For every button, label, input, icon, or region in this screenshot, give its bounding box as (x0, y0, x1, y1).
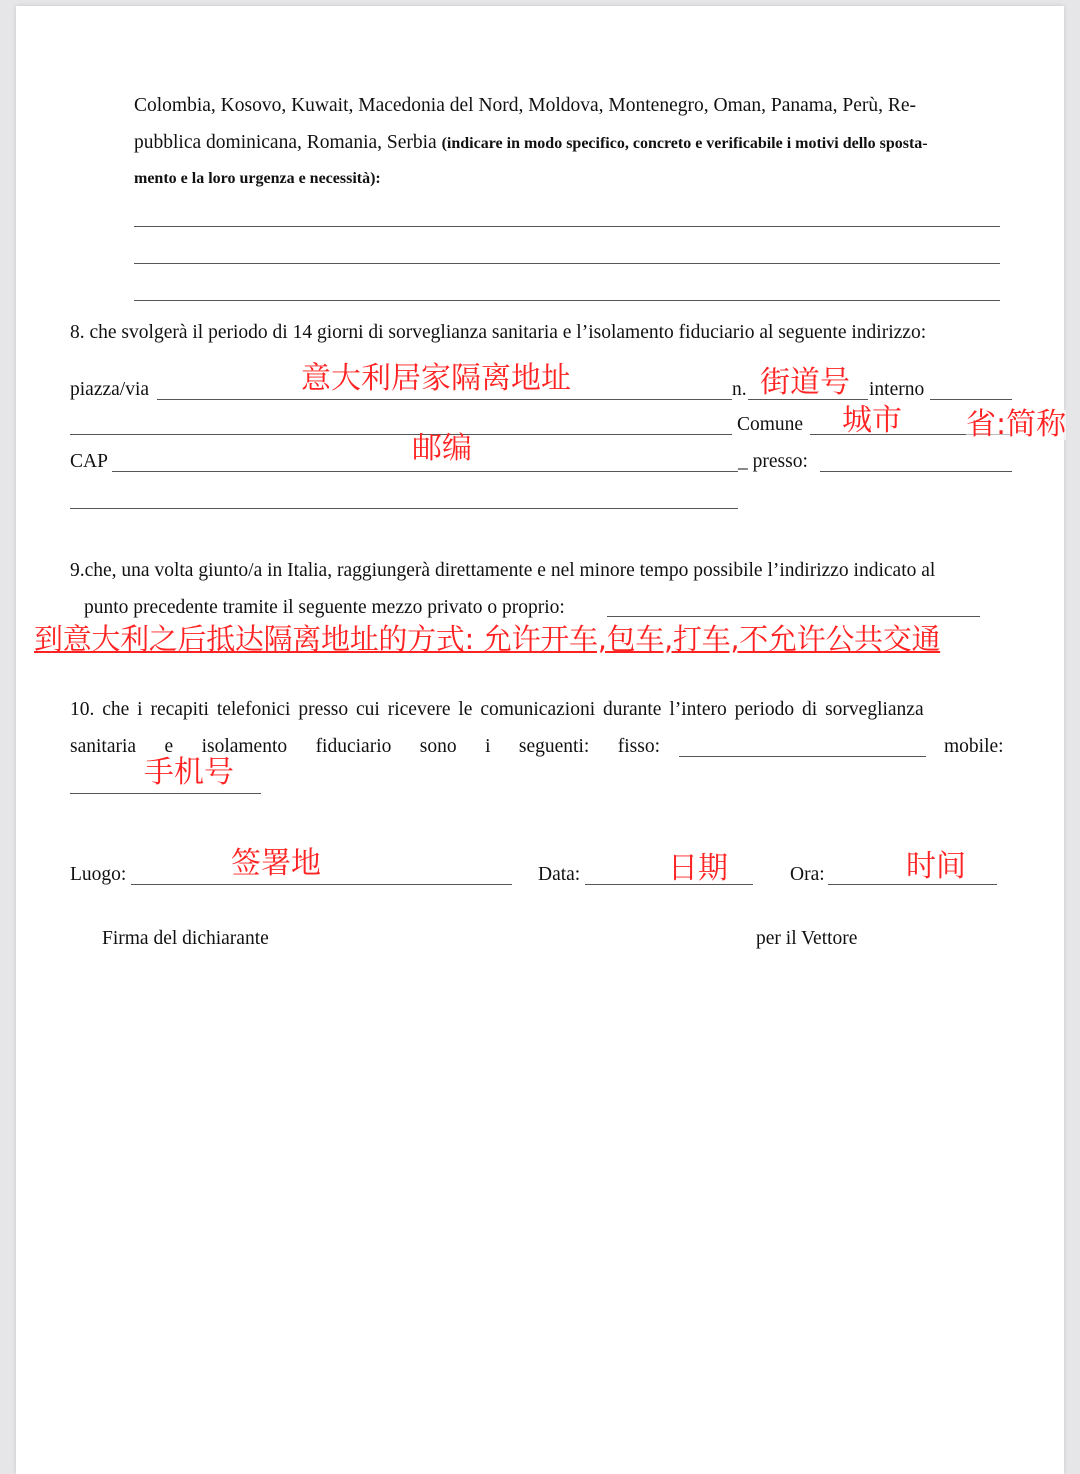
comune-label: Comune (737, 414, 804, 435)
para7-line2-bold: (indicare in modo specifico, concreto e verificabile i motivi dello sposta- (441, 135, 928, 152)
reason-line-1[interactable] (134, 226, 1000, 227)
annotation-street-no: 街道号 (760, 365, 850, 400)
word: fisso: (617, 736, 660, 757)
annotation-transport: 到意大利之后抵达隔离地址的方式: 允许开车,包车,打车,不允许公共交通 (34, 622, 941, 656)
para7-line2 (134, 132, 928, 154)
annotation-province: 省:简称 (966, 407, 1067, 442)
interno-label: interno (869, 379, 925, 400)
fisso-field[interactable] (679, 756, 926, 757)
interno-field[interactable] (930, 399, 1012, 400)
reason-line-3[interactable] (134, 300, 1000, 301)
para9-line2: punto precedente tramite il seguente mezzo privato o proprio: (84, 597, 565, 618)
presso-label: _ presso: (738, 451, 808, 472)
presso-field[interactable] (820, 471, 1012, 472)
transport-field[interactable] (607, 616, 980, 617)
para7-line1: Colombia, Kosovo, Kuwait, Macedonia del Nord, Moldova, Montenegro, Oman, Panama, Perù, Re- (134, 95, 917, 116)
cap-label: CAP (70, 451, 108, 472)
word: isolamento (201, 736, 288, 757)
annotation-time: 时间 (906, 849, 966, 884)
n-label: n. (732, 379, 747, 400)
para9-line1: 9.che, una volta giunto/a in Italia, raggiungerà direttamente e nel minore tempo possibile l’indirizzo indicato al (70, 560, 936, 581)
piazza-label: piazza/via (70, 379, 150, 400)
para7-line2-text: pubblica dominicana, Romania, Serbia (134, 132, 442, 153)
annotation-place: 签署地 (231, 846, 321, 881)
para7-line3: mento e la loro urgenza e necessità): (134, 170, 381, 187)
annotation-date: 日期 (668, 851, 728, 886)
mobile-label: mobile: (944, 736, 1004, 757)
word: sanitaria (70, 736, 137, 757)
annotation-mobile: 手机号 (144, 755, 234, 790)
annotation-city: 城市 (842, 403, 902, 438)
address-line-4[interactable] (70, 508, 738, 509)
address-line-2[interactable] (70, 434, 732, 435)
mobile-field[interactable] (70, 793, 261, 794)
piazza-field[interactable] (157, 399, 732, 400)
ora-label: Ora: (790, 864, 825, 885)
reason-line-2[interactable] (134, 263, 1000, 264)
word: fiduciario (315, 736, 392, 757)
vettore-label: per il Vettore (756, 928, 858, 949)
annotation-address: 意大利居家隔离地址 (301, 361, 571, 396)
para10-line1: 10. che i recapiti telefonici presso cui ricevere le comunicazioni durante l’intero periodo di sorveglianza (70, 699, 924, 720)
data-label: Data: (538, 864, 581, 885)
word: i (485, 736, 491, 757)
ora-field[interactable] (828, 884, 997, 885)
word: sono (419, 736, 457, 757)
annotation-postcode: 邮编 (412, 431, 472, 466)
word: e (164, 736, 174, 757)
luogo-field[interactable] (131, 884, 512, 885)
luogo-label: Luogo: (70, 864, 127, 885)
para8-text: 8. che svolgerà il periodo di 14 giorni di sorveglianza sanitaria e l’isolamento fiduciario al seguente indirizzo: (70, 322, 927, 343)
firma-label: Firma del dichiarante (102, 928, 269, 949)
cap-field[interactable] (112, 471, 738, 472)
word: seguenti: (518, 736, 590, 757)
